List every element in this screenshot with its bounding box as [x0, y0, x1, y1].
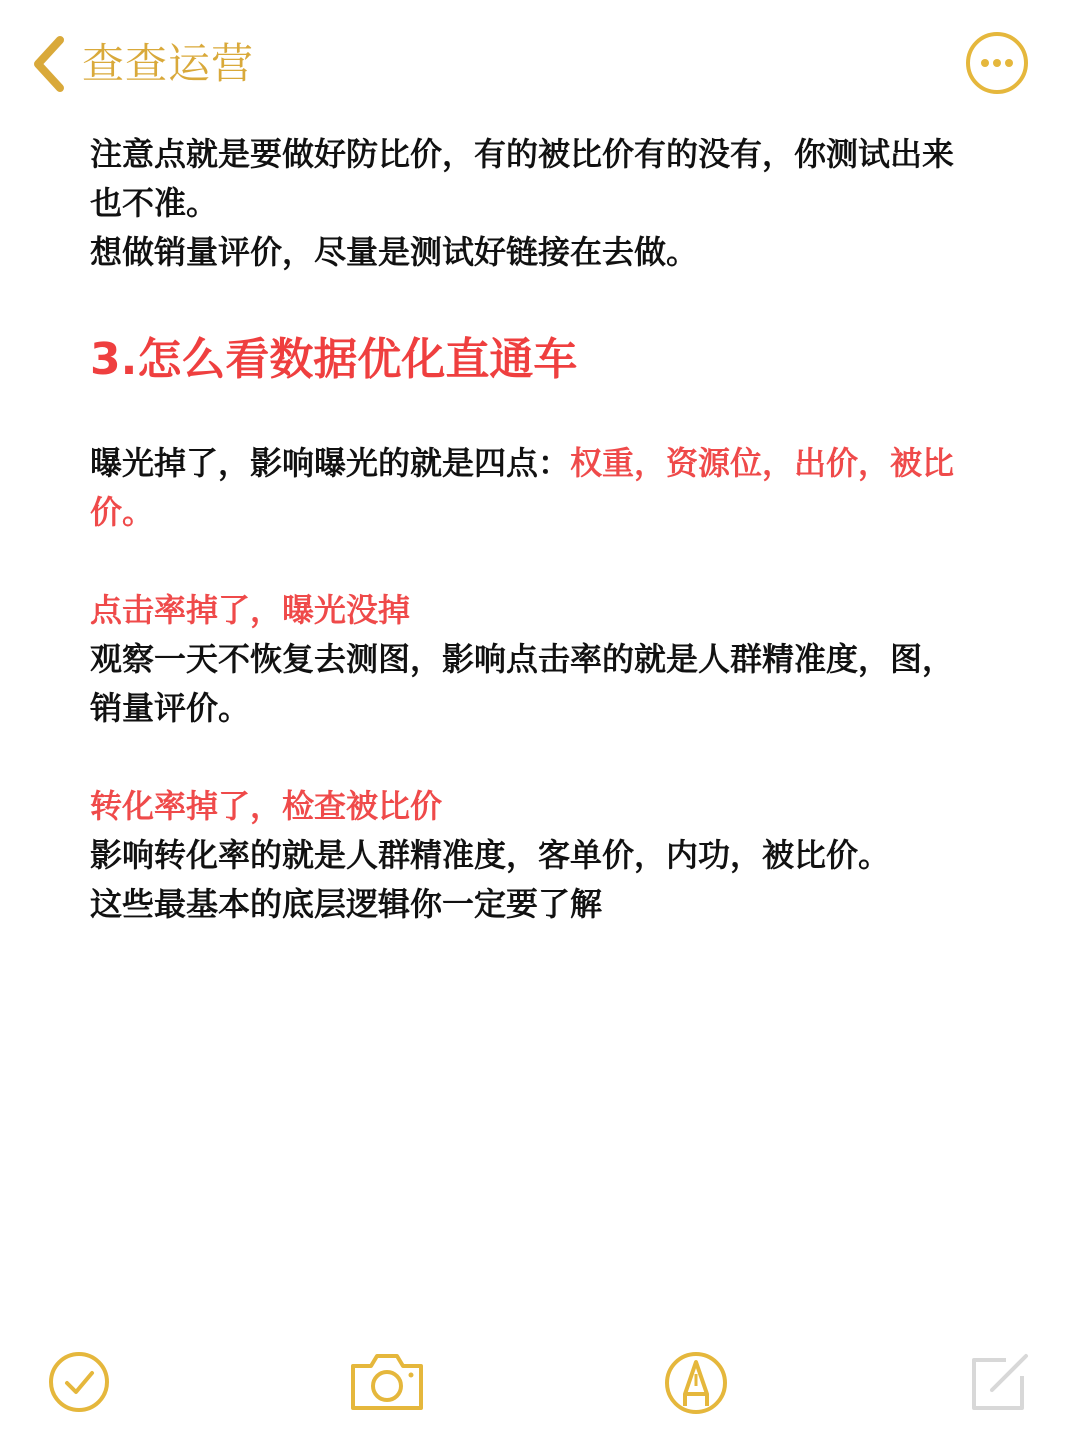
cvr-title: 转化率掉了，检查被比价: [90, 787, 443, 825]
pen-icon: [663, 1350, 729, 1416]
camera-icon: [347, 1350, 427, 1414]
cvr-line-1: 影响转化率的就是人群精准度，客单价，内功，被比价。: [90, 836, 891, 874]
intro-line-2: 也不准。: [90, 184, 219, 222]
section-heading: 3.怎么看数据优化直通车: [90, 334, 578, 385]
ctr-title: 点击率掉了，曝光没掉: [90, 591, 411, 629]
compose-icon: [966, 1350, 1032, 1416]
exposure-factors: 权重，资源位，出价，被比: [570, 444, 955, 482]
back-button[interactable]: [28, 32, 254, 96]
exposure-prefix: 曝光掉了，影响曝光的就是四点：: [90, 444, 571, 482]
intro-line-1: 注意点就是要做好防比价，有的被比价有的没有，你测试出来: [90, 135, 955, 173]
navigation-bar: [0, 0, 1080, 125]
more-options-button[interactable]: [963, 29, 1031, 97]
ellipsis-circle-icon: [963, 29, 1031, 97]
checklist-button[interactable]: [47, 1350, 111, 1414]
checkmark-icon: [47, 1350, 111, 1414]
back-label: 查查运营: [82, 39, 255, 88]
exposure-line-2: 价。: [90, 493, 155, 531]
note-body[interactable]: [90, 130, 990, 929]
cvr-line-2: 这些最基本的底层逻辑你一定要了解: [90, 885, 603, 923]
compose-button[interactable]: [966, 1350, 1032, 1416]
exposure-line-1: [90, 439, 990, 488]
chevron-left-icon: [28, 32, 68, 96]
camera-button[interactable]: [347, 1350, 427, 1414]
ctr-line-2: 销量评价。: [90, 689, 251, 727]
bottom-toolbar: [0, 1330, 1080, 1440]
intro-line-3: 想做销量评价，尽量是测试好链接在去做。: [90, 233, 699, 271]
markup-button[interactable]: [663, 1350, 729, 1416]
ctr-line-1: 观察一天不恢复去测图，影响点击率的就是人群精准度，图，: [90, 640, 955, 678]
